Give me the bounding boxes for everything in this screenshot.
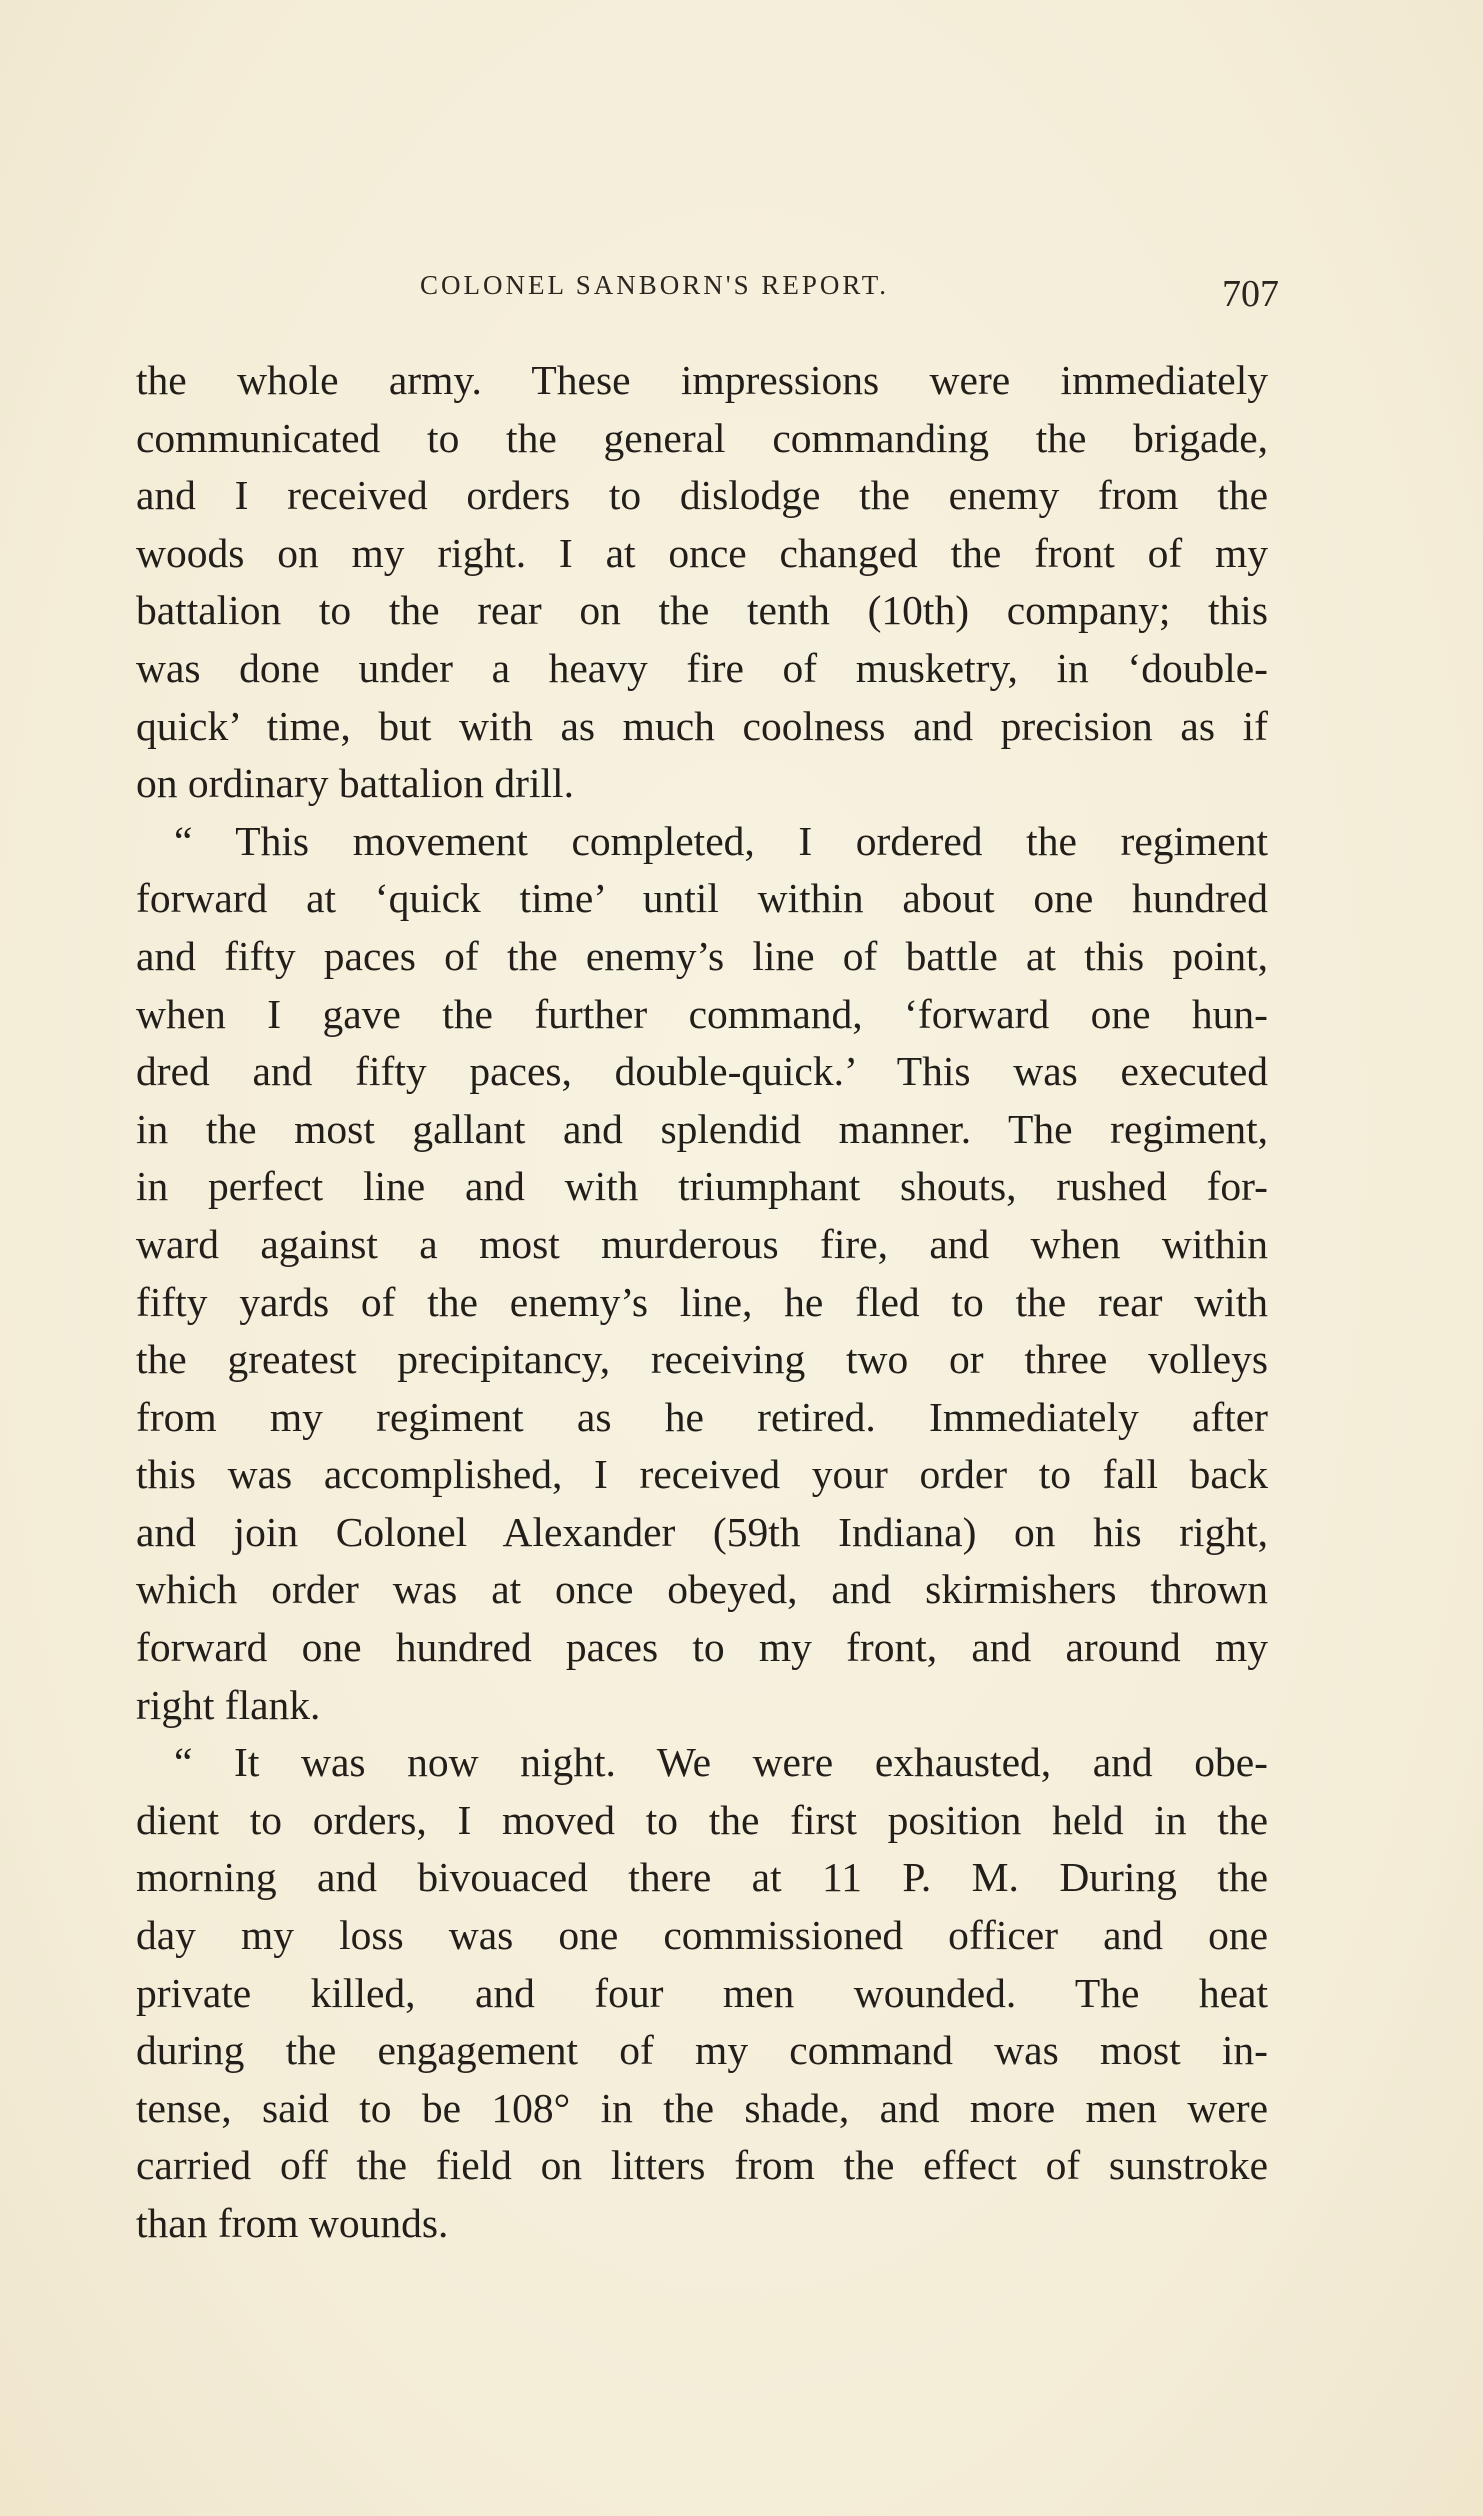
paragraph-start-line: “ It was now night. We were exhausted, and obe- bbox=[174, 1739, 1268, 1786]
text-line: ward against a most murderous fire, and when within bbox=[136, 1220, 1268, 1267]
paragraph-start-line: “ This movement completed, I ordered the regiment bbox=[174, 817, 1268, 864]
text-line: tense, said to be 108° in the shade, and more men were bbox=[136, 2084, 1268, 2131]
text-line: dient to orders, I moved to the first position held in the bbox=[136, 1796, 1268, 1843]
text-line: which order was at once obeyed, and skirmishers thrown bbox=[136, 1566, 1268, 1613]
text-line: this was accomplished, I received your order to fall back bbox=[136, 1451, 1268, 1498]
text-line: and join Colonel Alexander (59th Indiana) on his right, bbox=[136, 1508, 1268, 1555]
text-line: during the engagement of my command was most in- bbox=[136, 2027, 1268, 2074]
text-line: when I gave the further command, ‘forward one hun- bbox=[136, 990, 1268, 1037]
text-line: dred and fifty paces, double-quick.’ This was executed bbox=[136, 1048, 1268, 1095]
text-line: battalion to the rear on the tenth (10th) company; this bbox=[136, 587, 1268, 634]
page-number: 707 bbox=[1222, 273, 1279, 315]
text-line: and I received orders to dislodge the enemy from the bbox=[136, 472, 1268, 519]
text-line: in perfect line and with triumphant shouts, rushed for- bbox=[136, 1163, 1268, 1210]
text-line: on ordinary battalion drill. bbox=[136, 760, 574, 807]
text-line: forward one hundred paces to my front, and around my bbox=[136, 1624, 1268, 1671]
text-line: morning and bivouaced there at 11 P. M. During the bbox=[136, 1854, 1268, 1901]
text-line: and fifty paces of the enemy’s line of battle at this point, bbox=[136, 932, 1268, 979]
text-line: woods on my right. I at once changed the front of my bbox=[136, 529, 1268, 576]
text-line: day my loss was one commissioned officer and one bbox=[136, 1912, 1268, 1959]
text-line: forward at ‘quick time’ until within about one hundred bbox=[136, 875, 1268, 922]
text-line: private killed, and four men wounded. The heat bbox=[136, 1969, 1268, 2016]
text-line: carried off the field on litters from the effect of sunstroke bbox=[136, 2142, 1268, 2189]
text-line: quick’ time, but with as much coolness and precision as if bbox=[136, 702, 1268, 749]
text-line: the whole army. These impressions were immediately bbox=[136, 357, 1268, 403]
running-head: COLONEL SANBORN'S REPORT. bbox=[420, 270, 890, 300]
text-line: in the most gallant and splendid manner. The regiment, bbox=[136, 1105, 1268, 1152]
text-line: communicated to the general commanding the brigade, bbox=[136, 414, 1268, 461]
text-line: from my regiment as he retired. Immediately after bbox=[136, 1393, 1268, 1440]
body-text bbox=[136, 352, 1268, 2253]
text-line: the greatest precipitancy, receiving two or three volleys bbox=[136, 1336, 1268, 1383]
text-line: fifty yards of the enemy’s line, he fled to the rear with bbox=[136, 1278, 1268, 1325]
text-line: was done under a heavy fire of musketry, in ‘double- bbox=[136, 644, 1268, 691]
text-line: right flank. bbox=[136, 1681, 321, 1728]
text-line: than from wounds. bbox=[136, 2200, 449, 2246]
